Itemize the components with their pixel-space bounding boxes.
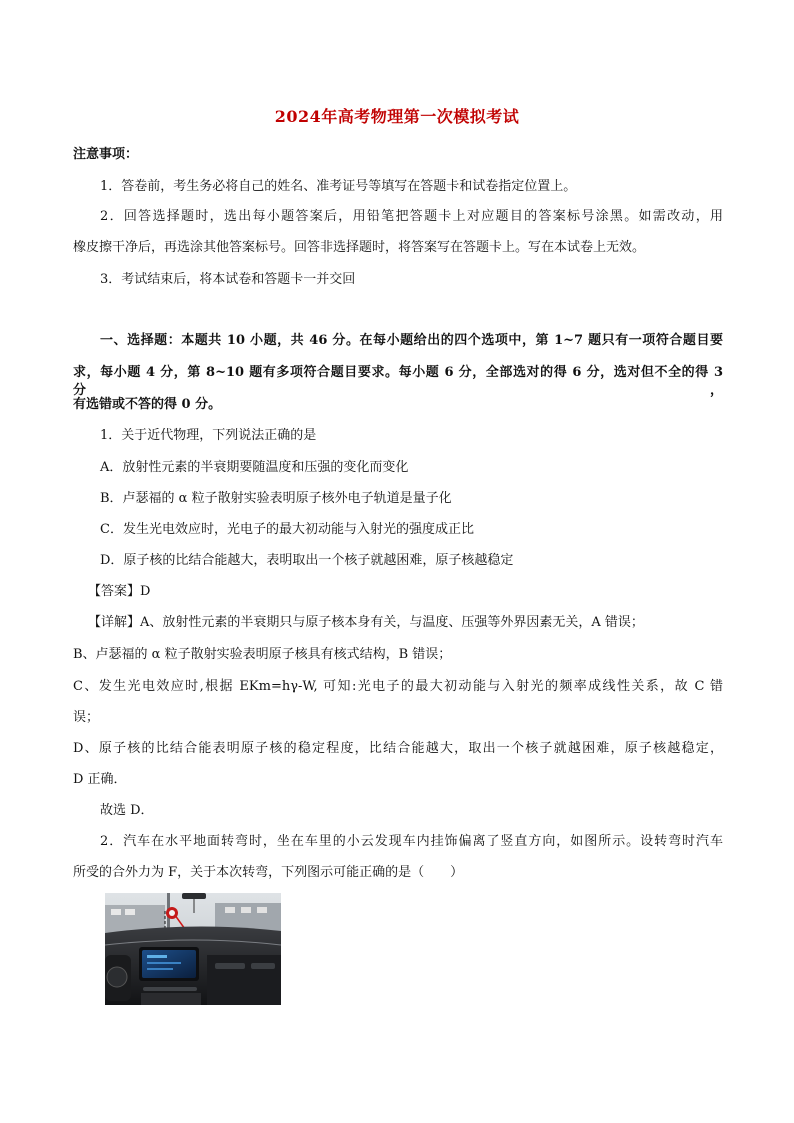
section1-line-1: 一、选择题：本题共 10 小题，共 46 分。在每小题给出的四个选项中，第 1~7 题只有一项符合题目要: [100, 333, 723, 348]
q1-detail-a: 【详解】A、放射性元素的半衰期只与原子核本身有关，与温度、压强等外界因素无关，A 错误；: [88, 615, 644, 630]
notice-item-1: 1．答卷前，考生务必将自己的姓名、准考证号等填写在答题卡和试卷指定位置上。: [100, 179, 577, 194]
q1-detail-d: D、原子核的比结合能表明原子核的稳定程度，比结合能越大，取出一个核子就越困难，原子核越稳定，: [73, 741, 723, 756]
q1-detail-d-cont: D 正确．: [73, 772, 127, 787]
q1-detail-b: B、卢瑟福的 α 粒子散射实验表明原子核具有核式结构，B 错误；: [73, 647, 452, 662]
notice-item-2: 2．回答选择题时，选出每小题答案后，用铅笔把答题卡上对应题目的答案标号涂黑。如需改动，用: [100, 209, 723, 224]
car-interior-photo: [105, 893, 281, 1005]
q1-option-b: B．卢瑟福的 α 粒子散射实验表明原子核外电子轨道是量子化: [100, 491, 452, 506]
notice-item-2-cont: 橡皮擦干净后，再选涂其他答案标号。回答非选择题时，将答案写在答题卡上。写在本试卷上无效。: [73, 240, 646, 255]
notice-item-3: 3．考试结束后，将本试卷和答题卡一并交回: [100, 272, 356, 287]
q1-detail-c: C、发生光电效应时,根据 EKm=hγ-W, 可知:光电子的最大初动能与入射光的频率成线性关系，故 C 错: [73, 679, 723, 694]
page-title: 2024年高考物理第一次模拟考试: [274, 107, 520, 126]
q1-answer: 【答案】D: [88, 584, 151, 599]
q1-detail-c-cont: 误；: [73, 710, 100, 725]
q1-option-c: C．发生光电效应时，光电子的最大初动能与入射光的强度成正比: [100, 522, 474, 537]
q1-option-d: D．原子核的比结合能越大，表明取出一个核子就越困难，原子核越稳定: [100, 553, 514, 568]
q1-conclusion: 故选 D．: [100, 803, 154, 818]
section1-line-2: 求，每小题 4 分，第 8~10 题有多项符合题目要求。每小题 6 分，全部选对的得 6 分，选对但不全的得 3 分，: [73, 365, 723, 398]
q1-option-a: A．放射性元素的半衰期要随温度和压强的变化而变化: [100, 460, 409, 475]
notice-heading: 注意事项：: [73, 147, 139, 162]
q2-stem-line-2: 所受的合外力为 F，关于本次转弯，下列图示可能正确的是（ ）: [73, 865, 464, 880]
q2-stem-line-1: 2．汽车在水平地面转弯时，坐在车里的小云发现车内挂饰偏离了竖直方向，如图所示。设转弯时汽车: [100, 834, 723, 849]
q1-stem: 1．关于近代物理，下列说法正确的是: [100, 428, 317, 443]
section1-line-3: 有选错或不答的得 0 分。: [73, 397, 222, 412]
